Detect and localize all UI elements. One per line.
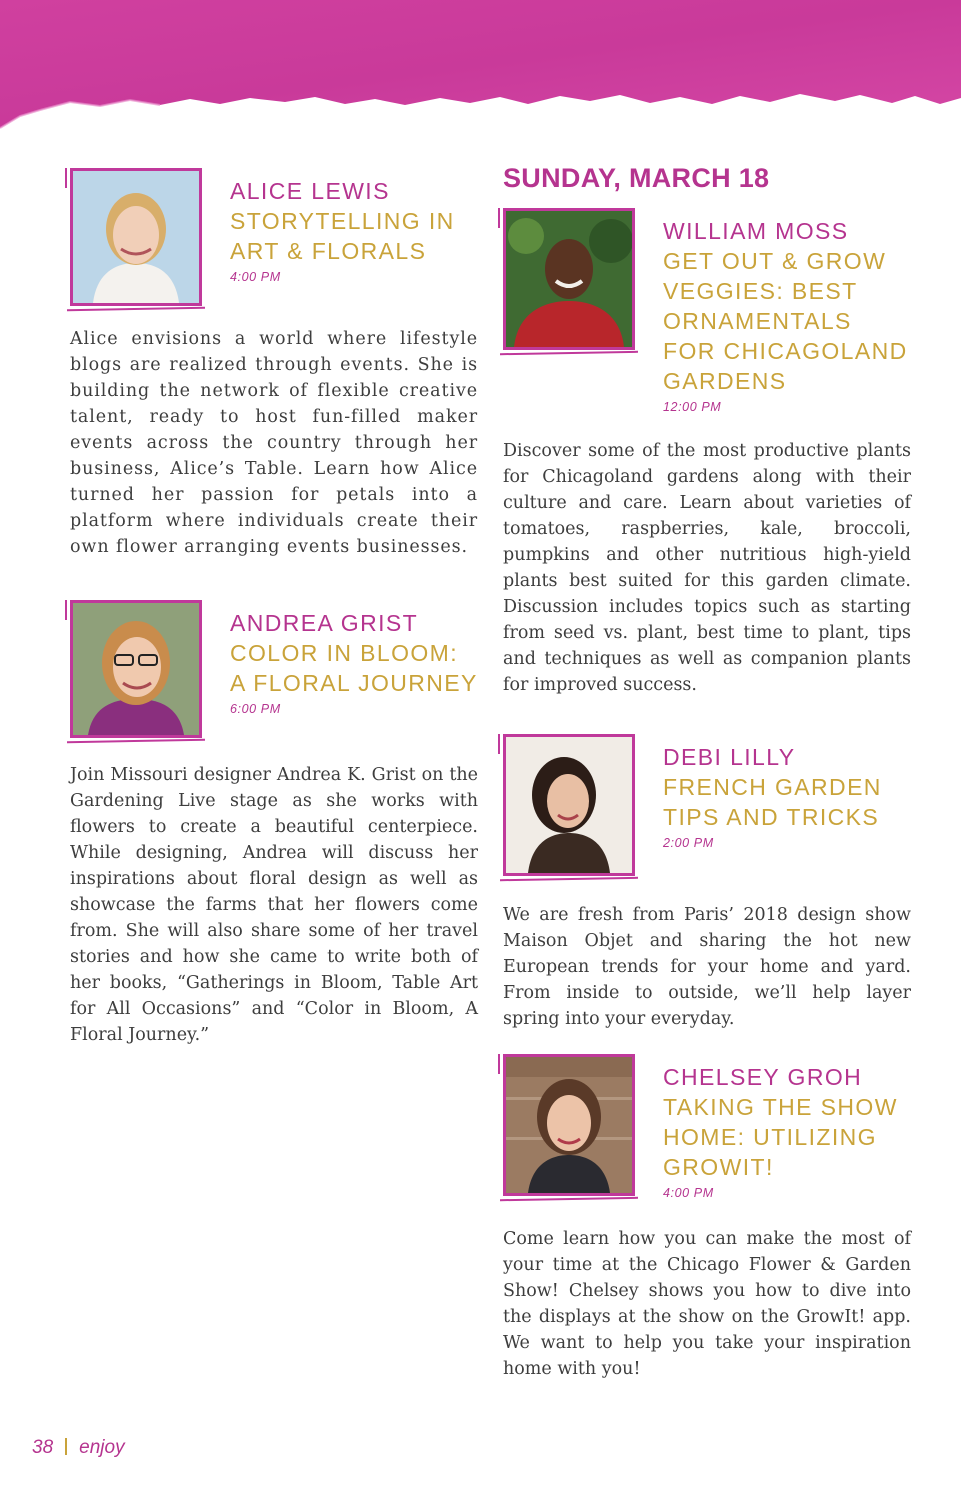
footer-divider <box>65 1438 67 1455</box>
session-andrea-grist <box>70 600 478 1048</box>
session-title: COLOR IN BLOOM: A FLORAL JOURNEY <box>230 640 478 696</box>
session-title: TAKING THE SHOW HOME: UTILIZING GROWIT! <box>663 1094 898 1180</box>
page-footer <box>32 1437 125 1459</box>
speaker-name: ANDREA GRIST <box>230 610 419 636</box>
session-description: Discover some of the most productive plants for Chicagoland gardens along with their culture and care. Learn about varieties of tomatoes, raspberries, kale, broccoli, pumpkins and other nutritious high-yield plants best suited for this garden climate. Discussion includes topics such as starting from seed vs. plant, best time to plant, tips and techniques as well as companion plants for improved success. <box>503 441 911 695</box>
day-heading: SUNDAY, MARCH 18 <box>503 163 770 193</box>
session-chelsey-groh <box>503 1054 911 1382</box>
portrait-image <box>73 171 199 303</box>
portrait-image <box>506 737 632 873</box>
left-column <box>70 160 478 1048</box>
speaker-photo <box>503 208 635 350</box>
session-title: FRENCH GARDEN TIPS AND TRICKS <box>663 774 882 830</box>
speaker-name: ALICE LEWIS <box>230 178 390 204</box>
session-title: GET OUT & GROW VEGGIES: BEST ORNAMENTALS FOR CHICAGOLAND GARDENS <box>663 248 908 394</box>
session-description: Come learn how you can make the most of your time at the Chicago Flower & Garden Show! Chelsey shows you how to dive into the displays at the show on the GrowIt! app. We want to help you take your inspiration home with you! <box>503 1229 911 1379</box>
section-name: enjoy <box>79 1437 125 1458</box>
session-william-moss <box>503 208 911 698</box>
speaker-name: CHELSEY GROH <box>663 1064 863 1090</box>
right-column <box>503 160 911 1382</box>
speaker-photo <box>503 734 635 876</box>
torn-paper-banner <box>0 0 961 140</box>
speaker-photo <box>503 1054 635 1196</box>
session-time: 6:00 PM <box>230 702 281 716</box>
session-description: Join Missouri designer Andrea K. Grist on the Gardening Live stage as she works with flowers to create a beautiful centerpiece. While designing, Andrea will discuss her inspirations about floral design as well as showcase the farms that her flowers come from. She will also share some of her travel stories and how she came to write both of her books, “Gatherings in Bloom, Table Art for All Occasions” and “Color in Bloom, A Floral Journey.” <box>70 765 478 1045</box>
session-description: We are fresh from Paris’ 2018 design show Maison Objet and sharing the hot new European trends for your home and yard. From inside to outside, we’ll help layer spring into your everyday. <box>503 905 911 1029</box>
session-title: STORYTELLING IN ART & FLORALS <box>230 208 455 264</box>
session-alice-lewis <box>70 168 478 560</box>
session-description: Alice envisions a world where lifestyle blogs are realized through events. She is building the network of flexible creative talent, ready to host fun-filled maker events across the country through her business, Alice’s Table. Learn how Alice turned her passion for petals into a platform where individuals create their own flower arranging events businesses. <box>70 329 478 557</box>
speaker-name: DEBI LILLY <box>663 744 796 770</box>
portrait-image <box>506 1057 632 1193</box>
session-time: 4:00 PM <box>663 1186 714 1200</box>
session-time: 4:00 PM <box>230 270 281 284</box>
session-time: 12:00 PM <box>663 400 722 414</box>
page-number: 38 <box>32 1437 54 1458</box>
speaker-photo <box>70 168 202 306</box>
speaker-name: WILLIAM MOSS <box>663 218 849 244</box>
speaker-photo <box>70 600 202 738</box>
session-time: 2:00 PM <box>663 836 714 850</box>
portrait-image <box>506 211 632 347</box>
session-debi-lilly <box>503 734 911 1032</box>
portrait-image <box>73 603 199 735</box>
